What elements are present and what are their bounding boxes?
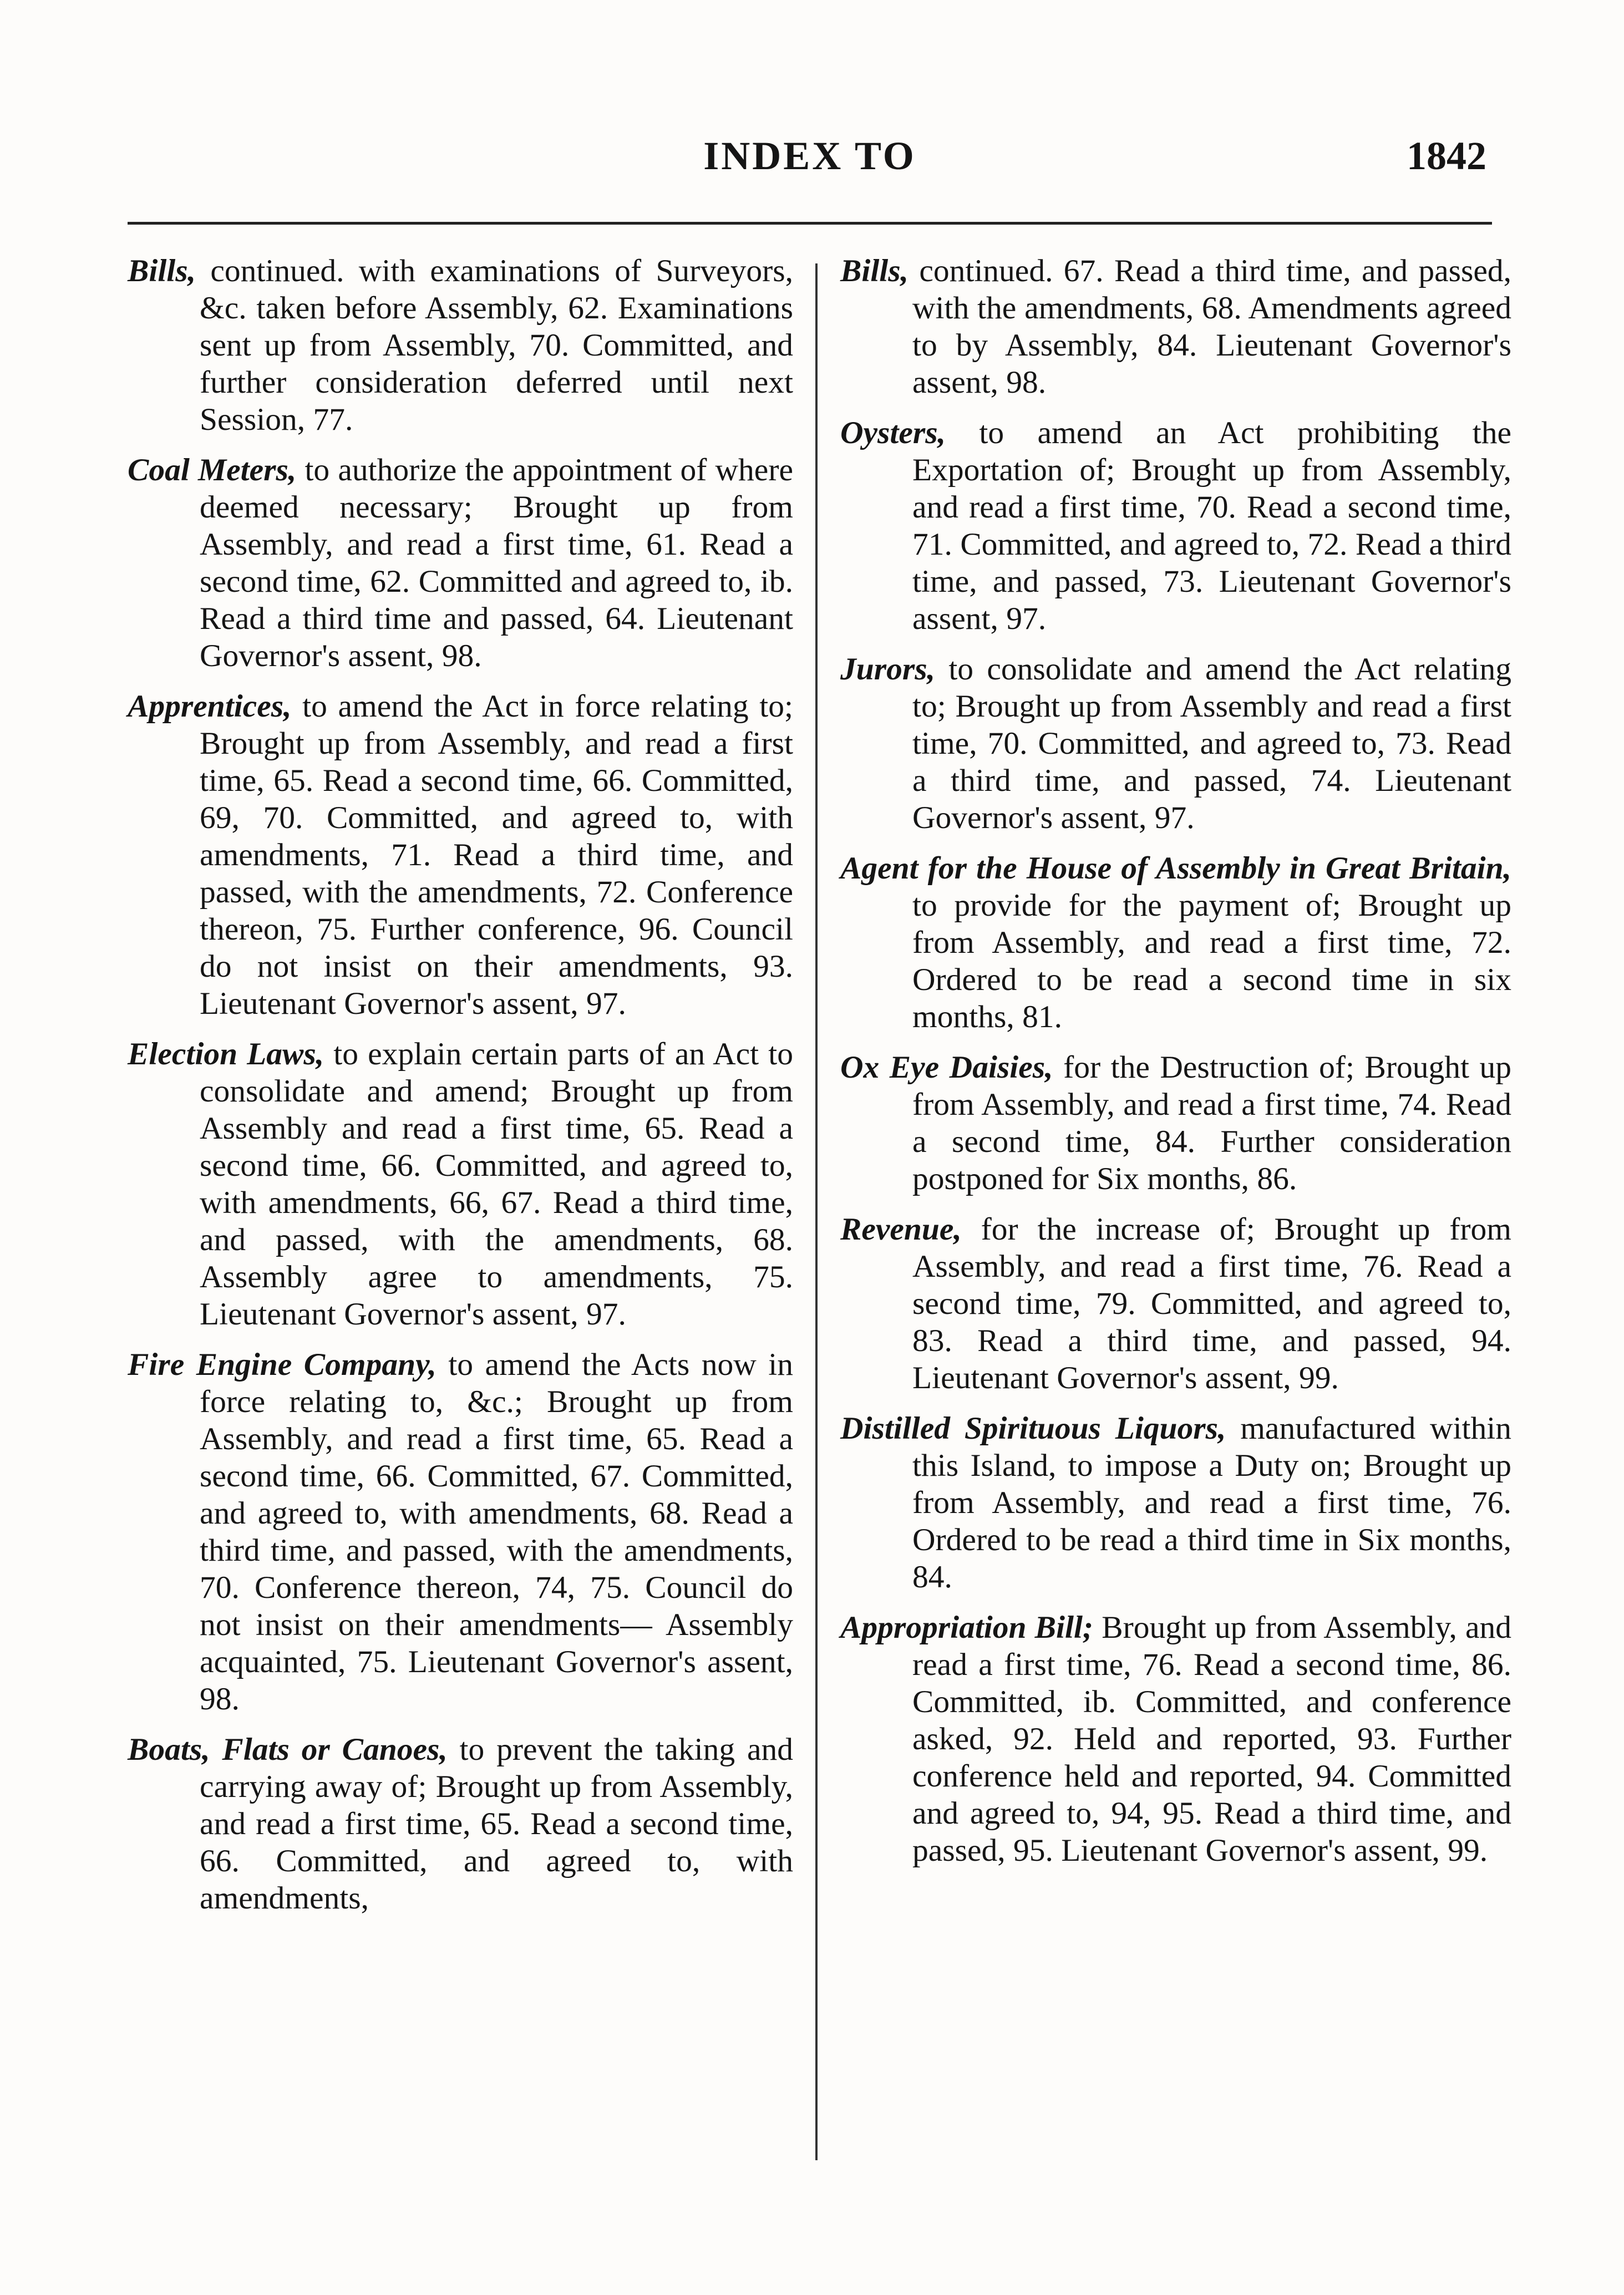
- entry-text: to amend an Act prohibiting the Exportation of; Brought up from Assembly, and read a first time, 70. Read a second time, 71. Committed, and agreed to, 72. Read a third time, and passed, 73. Lieutenant Governor's assent, 97.: [912, 415, 1511, 636]
- header-rule: [128, 222, 1492, 225]
- index-entry: [128, 451, 793, 674]
- entry-heading: Apprentices,: [128, 689, 292, 724]
- page-header: [133, 133, 1486, 194]
- index-entry: [840, 252, 1511, 401]
- entry-heading: Agent for the House of Assembly in Great Britain,: [840, 851, 1511, 886]
- index-entry: [840, 1410, 1511, 1596]
- entry-text: to amend the Acts now in force relating to, &c.; Brought up from Assembly, and read a first time, 65. Read a second time, 66. Committed, 67. Committed, and agreed to, with amendments, 68. Read a third time, and passed, with the amendments, 70. Conference thereon, 74, 75. Council do not insist on their amendments— Assembly acquainted, 75. Lieutenant Governor's assent, 98.: [200, 1347, 794, 1717]
- entry-heading: Bills,: [128, 253, 196, 288]
- index-entry: [128, 1346, 793, 1718]
- entry-text: continued. with examinations of Surveyors, &c. taken before Assembly, 62. Examinations sent up from Assembly, 70. Committed, and further consideration deferred until next Session, 77.: [196, 253, 793, 437]
- entry-heading: Election Laws,: [128, 1037, 324, 1072]
- entry-text: to prevent the taking and carrying away of; Brought up from Assembly, and read a first time, 65. Read a second time, 66. Committed, and agreed to, with amendments,: [200, 1732, 793, 1916]
- running-head: INDEX TO: [703, 134, 916, 178]
- entry-heading: Ox Eye Daisies,: [840, 1050, 1053, 1085]
- entry-heading: Revenue,: [840, 1212, 962, 1247]
- entry-heading: Jurors,: [840, 652, 935, 687]
- index-entry: [840, 850, 1511, 1035]
- entry-text: to consolidate and amend the Act relating to; Brought up from Assembly and read a first time, 70. Committed, and agreed to, 73. Read a third time, and passed, 74. Lieutenant Governor's assent, 97.: [912, 652, 1511, 835]
- column-divider: [815, 263, 818, 2160]
- entry-heading: Boats, Flats or Canoes,: [128, 1732, 448, 1767]
- entry-text: to authorize the appointment of where deemed necessary; Brought up from Assembly, and read a first time, 61. Read a second time, 62. Committed and agreed to, ib. Read a third time and passed, 64. Lieutenant Governor's assent, 98.: [200, 453, 793, 673]
- left-column: [128, 252, 793, 1930]
- entry-heading: Appropriation Bill;: [840, 1610, 1094, 1645]
- entry-heading: Distilled Spirituous Liquors,: [840, 1411, 1226, 1446]
- right-column: [840, 252, 1511, 1882]
- index-entry: [840, 651, 1511, 836]
- entry-heading: Oysters,: [840, 415, 946, 450]
- index-entry: [128, 688, 793, 1022]
- entry-heading: Bills,: [840, 253, 909, 288]
- index-entry: [840, 1049, 1511, 1197]
- index-entry: [840, 1211, 1511, 1397]
- entry-text: for the Destruction of; Brought up from Assembly, and read a first time, 74. Read a second time, 84. Further consideration postponed for Six months, 86.: [912, 1050, 1511, 1196]
- entry-text: continued. 67. Read a third time, and passed, with the amendments, 68. Amendments agreed to by Assembly, 84. Lieutenant Governor's assent, 98.: [909, 253, 1511, 400]
- entry-text: to provide for the payment of; Brought up from Assembly, and read a first time, 72. Ordered to be read a second time in six months, 81.: [912, 888, 1511, 1034]
- index-entry: [840, 1609, 1511, 1869]
- entry-text: to amend the Act in force relating to; Brought up from Assembly, and read a first time, 65. Read a second time, 66. Committed, 69, 70. Committed, and agreed to, with amendments, 71. Read a third time, and passed, with the amendments, 72. Conference thereon, 75. Further conference, 96. Council do not insist on their amendments, 93. Lieutenant Governor's assent, 97.: [200, 689, 793, 1021]
- index-entry: [128, 1731, 793, 1917]
- entry-text: Brought up from Assembly, and read a first time, 76. Read a second time, 86. Committed, ib. Committed, and conference asked, 92. Held and reported, 93. Further conference held and reported, 94. Committed and agreed to, 94, 95. Read a third time, and passed, 95. Lieutenant Governor's assent, 99.: [912, 1610, 1511, 1868]
- entry-text: to explain certain parts of an Act to consolidate and amend; Brought up from Assembly and read a first time, 65. Read a second time, 66. Committed, and agreed to, with amendments, 66, 67. Read a third time, and passed, with the amendments, 68. Assembly agree to amendments, 75. Lieutenant Governor's assent, 97.: [200, 1037, 793, 1332]
- index-entry: [128, 1035, 793, 1333]
- entry-text: for the increase of; Brought up from Assembly, and read a first time, 76. Read a second time, 79. Committed, and agreed to, 83. Read a third time, and passed, 94. Lieutenant Governor's assent, 99.: [912, 1212, 1511, 1395]
- index-entry: [840, 414, 1511, 637]
- entry-text: manufactured within this Island, to impose a Duty on; Brought up from Assembly, and read a first time, 76. Ordered to be read a third time in Six months, 84.: [912, 1411, 1511, 1595]
- entry-heading: Coal Meters,: [128, 453, 297, 488]
- index-entry: [128, 252, 793, 438]
- page-year: 1842: [1407, 134, 1486, 178]
- entry-heading: Fire Engine Company,: [128, 1347, 437, 1382]
